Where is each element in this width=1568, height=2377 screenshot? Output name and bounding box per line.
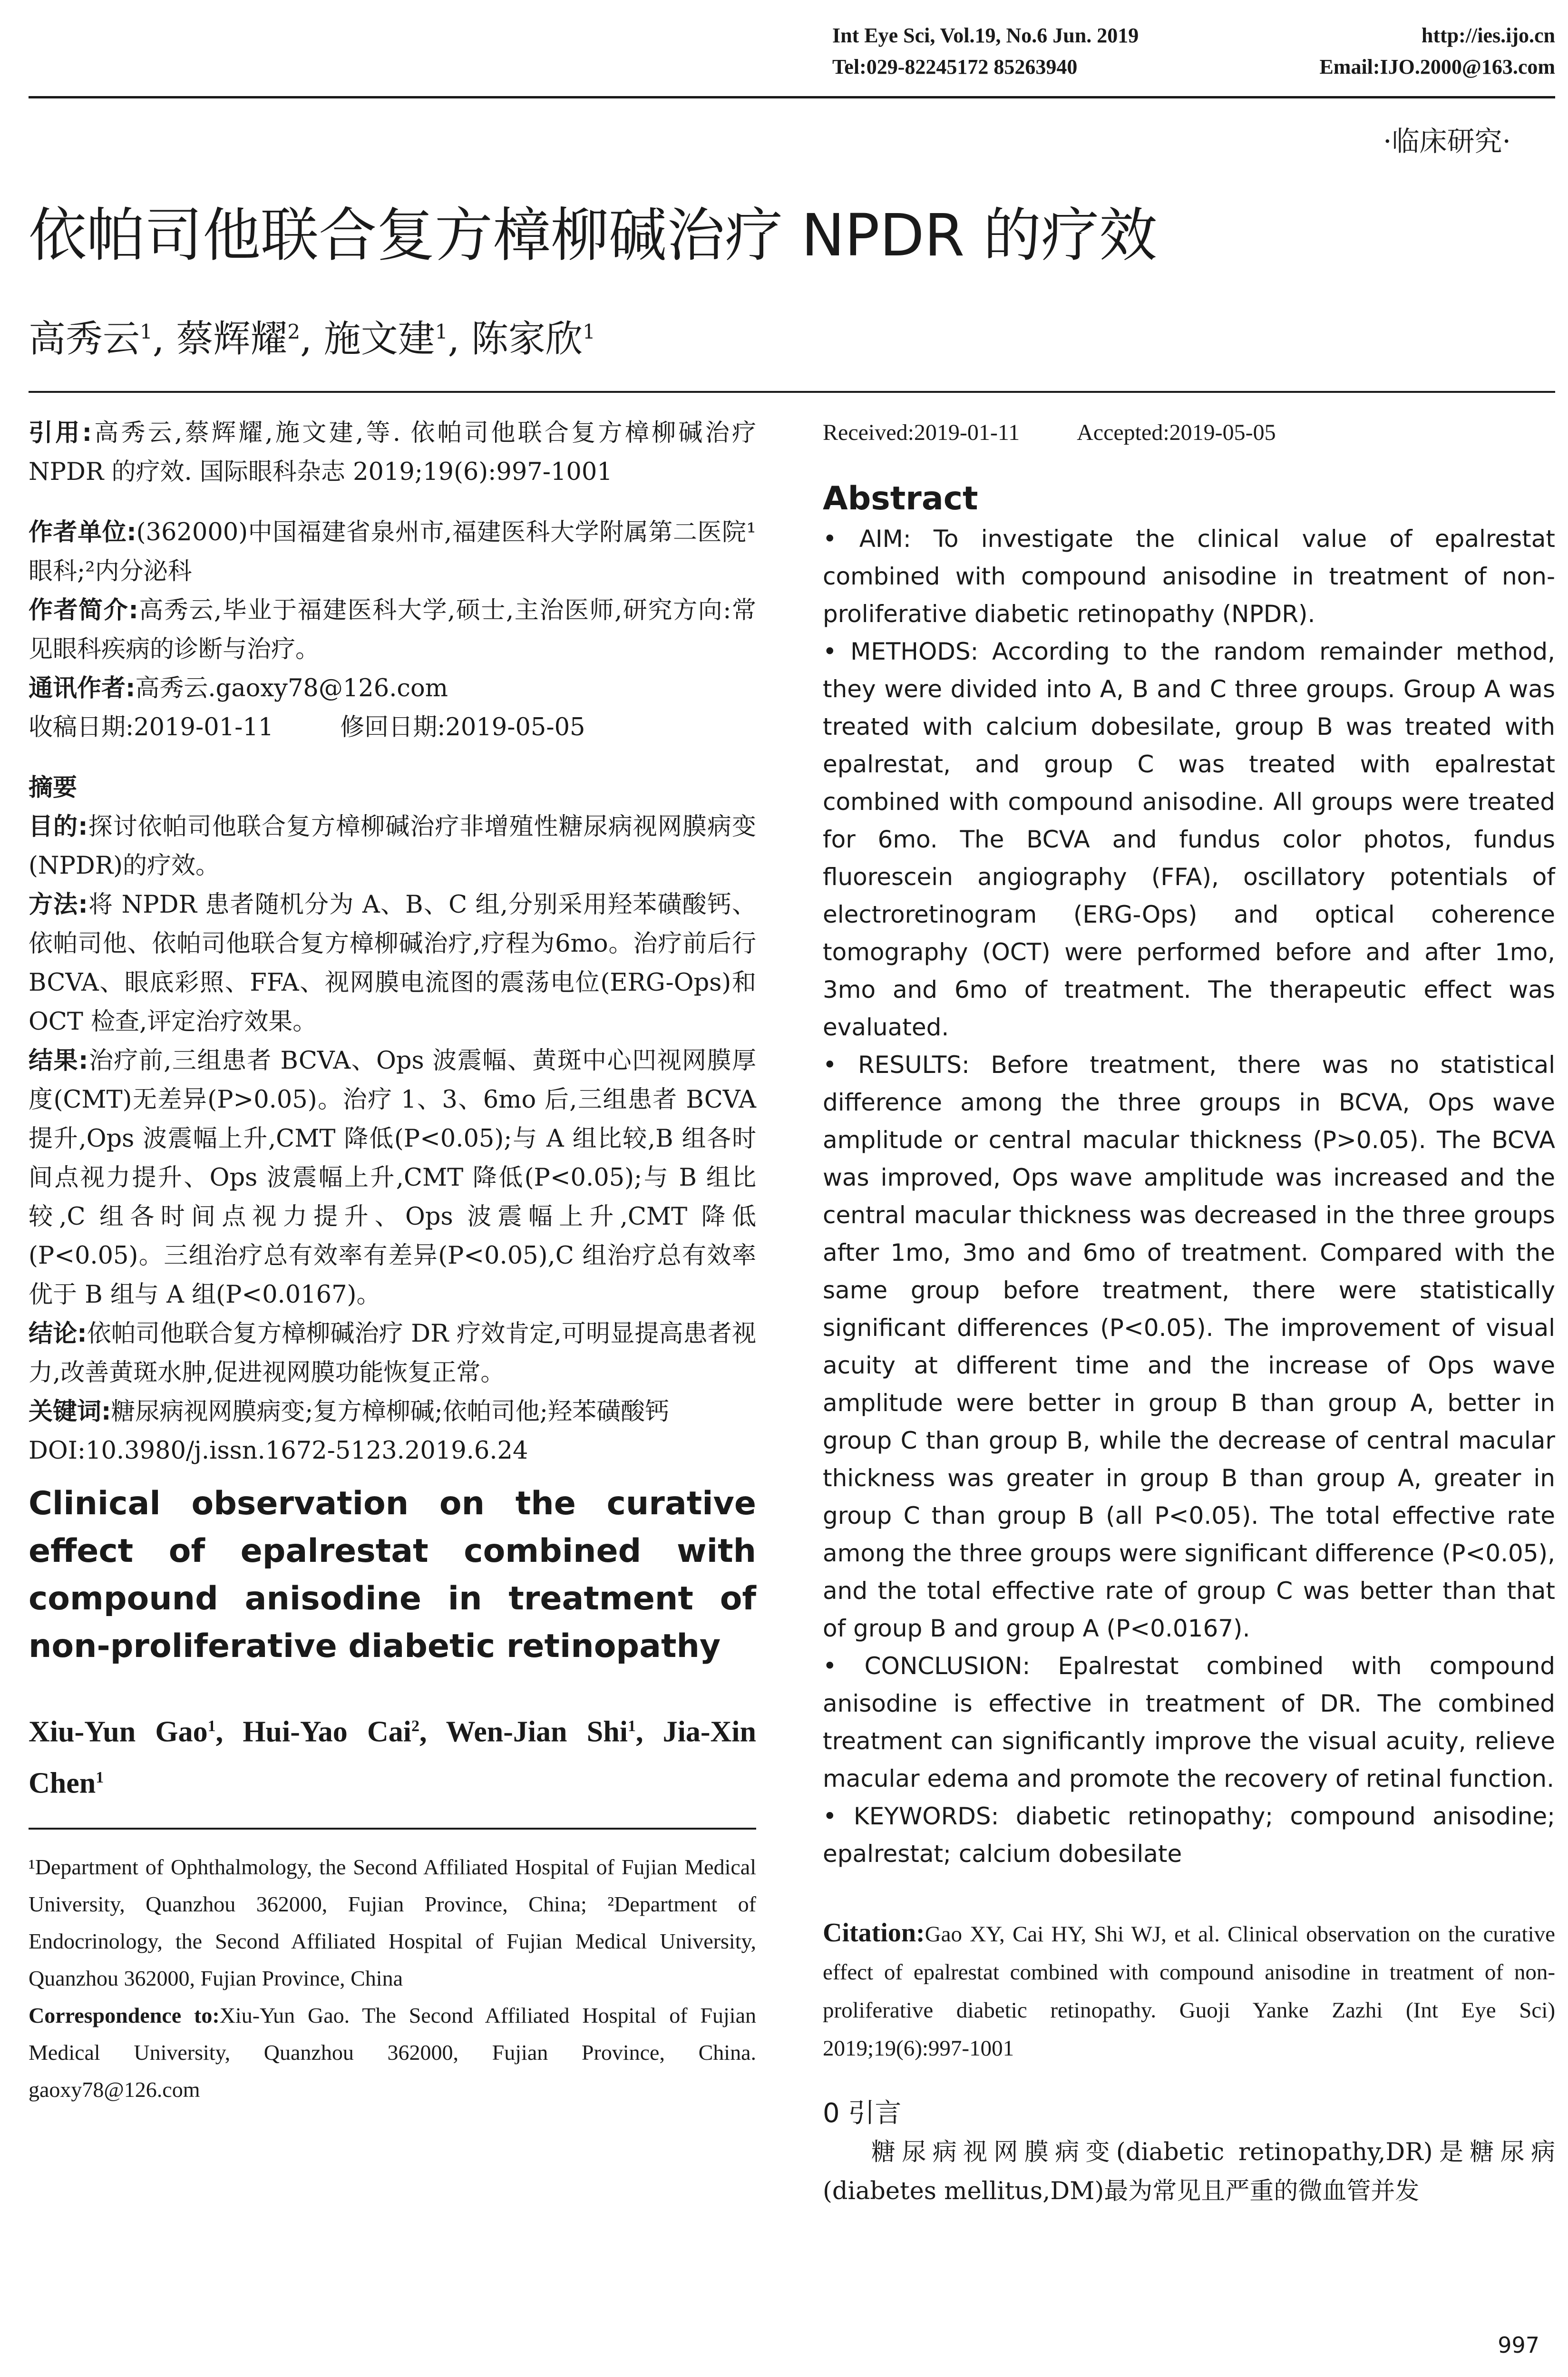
corresponding-author [29,669,756,708]
english-author-affil-mark: 1 [627,1717,636,1735]
english-author-name: Hui-Yao Cai [243,1715,412,1748]
accepted-date-en: Accepted:2019-05-05 [1077,420,1276,445]
english-author-name: Xiu-Yun Gao [29,1715,208,1748]
results-label: 结果: [29,1047,88,1075]
abstract-heading-cn: 摘要 [29,774,78,802]
correspondence-text: Xiu-Yun Gao. The Second Affiliated Hospital of Fujian Medical University, Quanzhou 362000, Fujian Province, China. gaoxy78@126.com [29,2003,756,2102]
citation-cn-text: 高秀云,蔡辉耀,施文建,等. 依帕司他联合复方樟柳碱治疗 NPDR 的疗效. 国际眼科杂志 2019;19(6):997-1001 [29,419,756,486]
conclusion-label: 结论: [29,1320,87,1348]
author-name: 蔡辉耀 [176,318,288,360]
journal-header [832,20,1555,83]
correspondence-label: Correspondence to: [29,2003,220,2028]
citation-en-text: Gao XY, Cai HY, Shi WJ, et al. Clinical observation on the curative effect of epalrestat combined with compound anisodine in treatment of non-proliferative diabetic retinopathy. Guoji Yanke Zazhi (Int Eye Sci) 2019;19(6):997-1001 [823,1922,1555,2061]
header-rule [29,96,1555,98]
english-author-name: Jia-Xin Chen [29,1715,757,1800]
received-accepted-line [823,414,1555,452]
english-author-affil-mark: 1 [207,1717,216,1735]
aim-text: 探讨依帕司他联合复方樟柳碱治疗非增殖性糖尿病视网膜病变(NPDR)的疗效。 [29,813,756,880]
methods-label: 方法: [29,891,88,919]
author-affil-mark: 1 [140,320,153,343]
keywords-en: • KEYWORDS: diabetic retinopathy; compound anisodine; epalrestat; calcium dobesilate [823,1802,1555,1868]
methods-cn [29,886,756,1042]
journal-tel: Tel:029-82245172 85263940 [832,55,1078,78]
keywords-text: 糖尿病视网膜病变;复方樟柳碱;依帕司他;羟苯磺酸钙 [111,1398,669,1426]
author-name: 高秀云 [29,318,140,360]
citation-en [823,1914,1555,2067]
aim-en: • AIM: To investigate the clinical value of epalrestat combined with compound anisodine in treatment of non-proliferative diabetic retinopathy (NPDR). [823,525,1555,628]
affiliation-cn [29,513,756,591]
author-affil-mark: 1 [435,320,448,343]
doi[interactable]: DOI:10.3980/j.issn.1672-5123.2019.6.24 [29,1437,528,1465]
english-correspondence [29,1997,756,2108]
results-en: • RESULTS: Before treatment, there was no statistical difference among the three groups in BCVA, Ops wave amplitude or central macular thickness (P>0.05). The BCVA was improved, Ops wave amplitude was increased and the central macular thickness was decreased in the three groups after 1mo, 3mo and 6mo of treatment. Compared with the same group before treatment, there were statistically significant differences (P<0.05). The improvement of visual acuity at different time and the increase of Ops wave amplitude were better in group B than group A, better in group C than group B, while the decrease of central macular thickness was greater in group B than group A, greater in group C than group B (all P<0.05). The total effective rate among the three groups were significant difference (P<0.05), and the total effective rate of group C was better than that of group B and group A (P<0.0167). [823,1051,1555,1642]
affiliation-text: (362000)中国福建省泉州市,福建医科大学附属第二医院¹眼科;²内分泌科 [29,518,756,585]
corr-label: 通讯作者: [29,674,136,702]
footnote-rule [29,1828,756,1830]
abstract-heading-en: Abstract [823,480,978,517]
conclusion-en: • CONCLUSION: Epalrestat combined with compound anisodine is effective in treatment of DR. The combined treatment can significantly improve the visual acuity, relieve macular edema and promote the recovery of retinal function. [823,1652,1555,1792]
bio-label: 作者简介: [29,596,138,624]
english-title: Clinical observation on the curative effect of epalrestat combined with compound anisodine in treatment of non-proliferative diabetic retinopathy [29,1485,756,1665]
english-author-name: Wen-Jian Shi [446,1715,628,1748]
right-column [823,414,1555,2211]
introduction-text: 糖尿病视网膜病变(diabetic retinopathy,DR)是糖尿病(diabetes mellitus,DM)最为常见且严重的微血管并发 [823,2138,1555,2205]
keywords-label: 关键词: [29,1398,111,1426]
bio-text: 高秀云,毕业于福建医科大学,硕士,主治医师,研究方向:常见眼科疾病的诊断与治疗。 [29,596,756,663]
english-affiliation: ¹Department of Ophthalmology, the Second Affiliated Hospital of Fujian Medical University, Quanzhou 362000, Fujian Province, China; ²Department of Endocrinology, the Second Affiliated Hospital of Fujian Medical University, Quanzhou 362000, Fujian Province, China [29,1855,756,1991]
journal-url[interactable]: http://ies.ijo.cn [1421,24,1555,47]
author-affil-mark: 1 [583,320,595,343]
page-number: 997 [1498,2332,1539,2358]
introduction-heading: 0 引言 [823,2098,902,2129]
author-affil-mark: 2 [287,320,301,343]
citation-en-label: Citation: [823,1918,925,1948]
conclusion-text: 依帕司他联合复方樟柳碱治疗 DR 疗效肯定,可明显提高患者视力,改善黄斑水肿,促进视网膜功能恢复正常。 [29,1320,756,1387]
aim-cn [29,808,756,886]
author-list: 高秀云$^1$, 蔡辉耀$^2$, 施文建$^1$, 陈家欣$^1$ [29,318,595,360]
methods-en: • METHODS: According to the random remainder method, they were divided into A, B and C three groups. Group A was treated with calcium dobesilate, group B was treated with epalrestat, and group C was treated with epalrestat combined with compound anisodine. All groups were treated for 6mo. The BCVA and fundus color photos, fundus fluorescein angiography (FFA), oscillatory potentials of electroretinogram (ERG-Ops) and optical coherence tomography (OCT) were performed before and after 1mo, 3mo and 6mo of treatment. The therapeutic effect was evaluated. [823,638,1555,1041]
date-line [29,708,756,747]
author-rule [29,391,1555,393]
article-title: 依帕司他联合复方樟柳碱治疗 NPDR 的疗效 [29,202,1158,269]
author-bio [29,591,756,669]
journal-email[interactable]: Email:IJO.2000@163.com [1319,55,1555,78]
received-date: 收稿日期:2019-01-11 [29,713,274,741]
section-label: ·临床研究· [1383,125,1511,157]
received-date-en: Received:2019-01-11 [823,420,1020,445]
left-column [29,414,756,2108]
author-name: 陈家欣 [471,318,583,360]
citation-cn [29,414,756,492]
author-name: 施文建 [323,318,435,360]
english-author-list: Xiu-Yun Gao$^1$, Hui-Yao Cai$^2$, Wen-Jian Shi$^1$, Jia-Xin Chen$^1$ [29,1715,757,1800]
english-author-affil-mark: 2 [411,1717,420,1735]
results-text: 治疗前,三组患者 BCVA、Ops 波震幅、黄斑中心凹视网膜厚度(CMT)无差异(P>0.05)。治疗 1、3、6mo 后,三组患者 BCVA 提升,Ops 波震幅上升,CMT 降低(P<0.05);与 A 组比较,B 组各时间点视力提升、Ops 波震幅上升,CMT 降低(P<0.05);与 B 组比较,C 组各时间点视力提升、Ops 波震幅上升,CMT 降低(P<0.05)。三组治疗总有效率有差异(P<0.05),C 组治疗总有效率优于 B 组与 A 组(P<0.0167)。 [29,1047,756,1309]
aim-label: 目的: [29,813,88,841]
citation-cn-label: 引用: [29,419,92,447]
methods-text: 将 NPDR 患者随机分为 A、B、C 组,分别采用羟苯磺酸钙、依帕司他、依帕司他联合复方樟柳碱治疗,疗程为6mo。治疗前后行 BCVA、眼底彩照、FFA、视网膜电流图的震荡电位(ERG-Ops)和 OCT 检查,评定治疗效果。 [29,891,756,1036]
journal-line: Int Eye Sci, Vol.19, No.6 Jun. 2019 [832,24,1139,47]
affiliation-label: 作者单位: [29,518,136,546]
english-author-affil-mark: 1 [96,1768,104,1786]
revised-date: 修回日期:2019-05-05 [340,713,585,741]
corr-text: 高秀云.gaoxy78@126.com [135,674,448,702]
keywords-cn [29,1393,756,1432]
conclusion-cn [29,1315,756,1393]
results-cn [29,1042,756,1315]
